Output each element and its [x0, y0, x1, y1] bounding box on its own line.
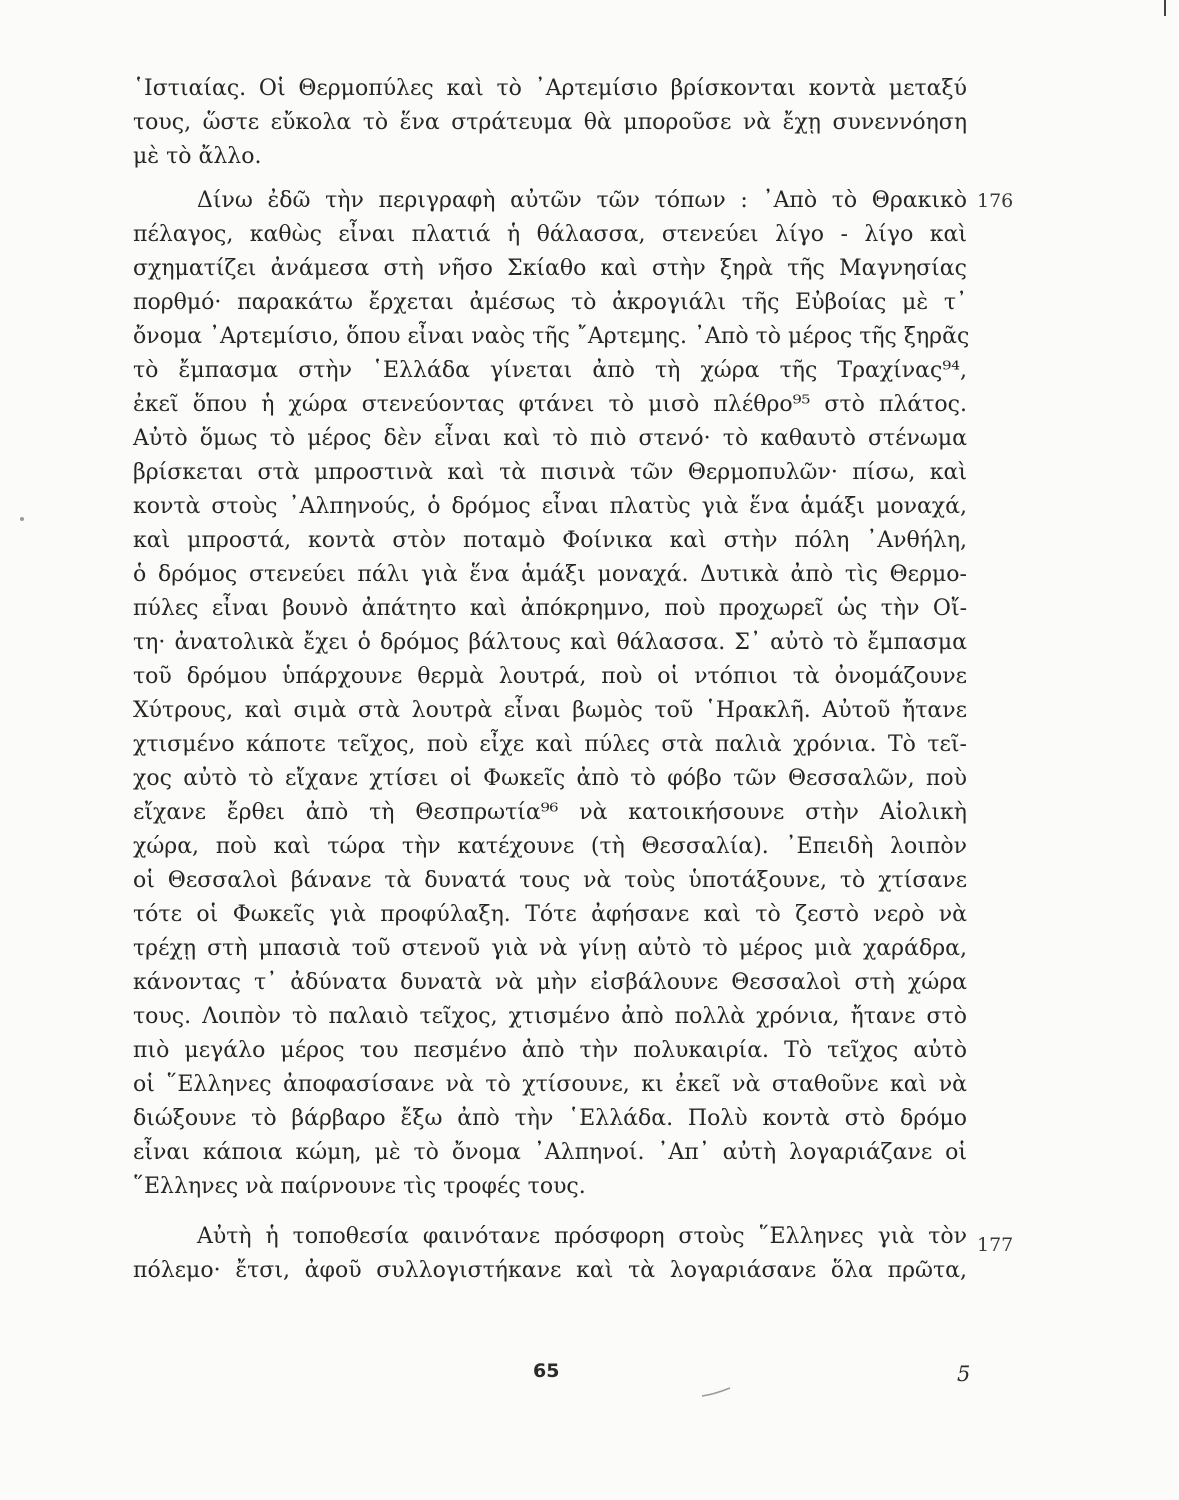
text-line: ῾Ιστιαίας. Οἱ Θερμοπύλες καὶ τὸ ᾿Αρτεμίσιο βρίσκονται κοντὰ μεταξύ: [133, 76, 967, 101]
ink-smudge: [700, 1386, 738, 1398]
text-line: τρέχῃ στὴ μπασιὰ τοῦ στενοῦ γιὰ νὰ γίνῃ αὐτὸ τὸ μέρος μιὰ χαράδρα,: [133, 936, 967, 961]
text-line: τη· ἀνατολικὰ ἔχει ὁ δρόμος βάλτους καὶ θάλασσα. Σ᾿ αὐτὸ τὸ ἔμπασμα: [133, 630, 967, 655]
text-line: τότε οἱ Φωκεῖς γιὰ προφύλαξη. Τότε ἀφήσανε καὶ τὸ ζεστὸ νερὸ νὰ: [133, 902, 967, 927]
text-line: βρίσκεται στὰ μπροστινὰ καὶ τὰ πισινὰ τῶν Θερμοπυλῶν· πίσω, καὶ: [133, 460, 967, 485]
text-line: πόλεμο· ἔτσι, ἀφοῦ συλλογιστήκανε καὶ τὰ λογαριάσανε ὅλα πρῶτα,: [133, 1258, 967, 1283]
text-line: πιὸ μεγάλο μέρος του πεσμένο ἀπὸ τὴν πολυκαιρία. Τὸ τεῖχος αὐτὸ: [133, 1038, 967, 1063]
edge-mark: [1164, 0, 1166, 16]
margin-dot: [20, 517, 24, 521]
text-line: χώρα, ποὺ καὶ τώρα τὴν κατέχουνε (τὴ Θεσσαλία). ᾿Επειδὴ λοιπὸν: [133, 834, 967, 859]
text-line: οἱ Θεσσαλοὶ βάνανε τὰ δυνατά τους νὰ τοὺς ὑποτάξουνε, τὸ χτίσανε: [133, 868, 967, 893]
text-line: χτισμένο κάποτε τεῖχος, ποὺ εἶχε καὶ πύλες στὰ παλιὰ χρόνια. Τὸ τεῖ-: [133, 732, 967, 757]
text-line: διώξουνε τὸ βάρβαρο ἔξω ἀπὸ τὴν ῾Ελλάδα. Πολὺ κοντὰ στὸ δρόμο: [133, 1106, 967, 1131]
page-number: 65: [533, 1360, 560, 1382]
text-line: Δίνω ἐδῶ τὴν περιγραφὴ αὐτῶν τῶν τόπων : ᾿Απὸ τὸ Θρακικὸ: [197, 188, 967, 213]
text-line: σχηματίζει ἀνάμεσα στὴ νῆσο Σκίαθο καὶ στὴν ξηρὰ τῆς Μαγνησίας: [133, 256, 967, 281]
text-line: τοῦ δρόμου ὑπάρχουνε θερμὰ λουτρά, ποὺ οἱ ντόπιοι τὰ ὀνομάζουνε: [133, 664, 967, 689]
text-line: κάνοντας τ᾿ ἀδύνατα δυνατὰ νὰ μὴν εἰσβάλουνε Θεσσαλοὶ στὴ χώρα: [133, 970, 967, 995]
text-line: τὸ ἔμπασμα στὴν ῾Ελλάδα γίνεται ἀπὸ τὴ χώρα τῆς Τραχίνας⁹⁴,: [133, 358, 967, 383]
text-line: Αὐτὸ ὅμως τὸ μέρος δὲν εἶναι καὶ τὸ πιὸ στενό· τὸ καθαυτὸ στένωμα: [133, 426, 967, 451]
text-line: Αὐτὴ ἡ τοποθεσία φαινότανε πρόσφορη στοὺς ῞Ελληνες γιὰ τὸν: [197, 1224, 967, 1249]
text-line: πορθμό· παρακάτω ἔρχεται ἀμέσως τὸ ἀκρογιάλι τῆς Εὐβοίας μὲ τ᾿: [133, 290, 967, 315]
text-line: εἴχανε ἔρθει ἀπὸ τὴ Θεσπρωτία⁹⁶ νὰ κατοικήσουνε στὴν Αἰολικὴ: [133, 800, 967, 825]
text-line: οἱ ῞Ελληνες ἀποφασίσανε νὰ τὸ χτίσουνε, κι ἐκεῖ νὰ σταθοῦνε καὶ νὰ: [133, 1072, 967, 1097]
signature-mark: 5: [957, 1362, 971, 1386]
text-line: τους. Λοιπὸν τὸ παλαιὸ τεῖχος, χτισμένο ἀπὸ πολλὰ χρόνια, ἤτανε στὸ: [133, 1004, 967, 1029]
text-line: ἐκεῖ ὅπου ἡ χώρα στενεύοντας φτάνει τὸ μισὸ πλέθρο⁹⁵ στὸ πλάτος.: [133, 392, 967, 417]
text-line: τους, ὥστε εὔκολα τὸ ἕνα στράτευμα θὰ μποροῦσε νὰ ἔχῃ συνεννόηση: [133, 110, 967, 135]
text-line: Χύτρους, καὶ σιμὰ στὰ λουτρὰ εἶναι βωμὸς τοῦ ῾Ηρακλῆ. Αὐτοῦ ἤτανε: [133, 698, 967, 723]
text-line: πύλες εἶναι βουνὸ ἀπάτητο καὶ ἀπόκρημνο, ποὺ προχωρεῖ ὡς τὴν Οἴ-: [133, 596, 967, 621]
text-line: χος αὐτὸ τὸ εἴχανε χτίσει οἱ Φωκεῖς ἀπὸ τὸ φόβο τῶν Θεσσαλῶν, ποὺ: [133, 766, 967, 791]
text-line: μὲ τὸ ἄλλο.: [133, 144, 262, 169]
text-line: πέλαγος, καθὼς εἶναι πλατιά ἡ θάλασσα, στενεύει λίγο - λίγο καὶ: [133, 222, 967, 247]
text-line: εἶναι κάποια κώμη, μὲ τὸ ὄνομα ᾿Αλπηνοί. ᾿Απ᾿ αὐτὴ λογαριάζανε οἱ: [133, 1140, 967, 1165]
text-line: ὄνομα ᾿Αρτεμίσιο, ὅπου εἶναι ναὸς τῆς ῎Αρτεμης. ᾿Απὸ τὸ μέρος τῆς ξηρᾶς: [133, 324, 970, 349]
margin-section-number: 176: [977, 190, 1014, 212]
text-line: καὶ μπροστά, κοντὰ στὸν ποταμὸ Φοίνικα καὶ στὴν πόλη ᾿Ανθήλη,: [133, 528, 967, 553]
margin-section-number: 177: [977, 1234, 1014, 1256]
text-line: ὁ δρόμος στενεύει πάλι γιὰ ἕνα ἁμάξι μοναχά. Δυτικὰ ἀπὸ τὶς Θερμο-: [133, 562, 967, 587]
text-line: ῞Ελληνες νὰ παίρνουνε τὶς τροφές τους.: [133, 1174, 586, 1199]
text-line: κοντὰ στοὺς ᾿Αλπηνούς, ὁ δρόμος εἶναι πλατὺς γιὰ ἕνα ἁμάξι μοναχά,: [133, 494, 967, 519]
